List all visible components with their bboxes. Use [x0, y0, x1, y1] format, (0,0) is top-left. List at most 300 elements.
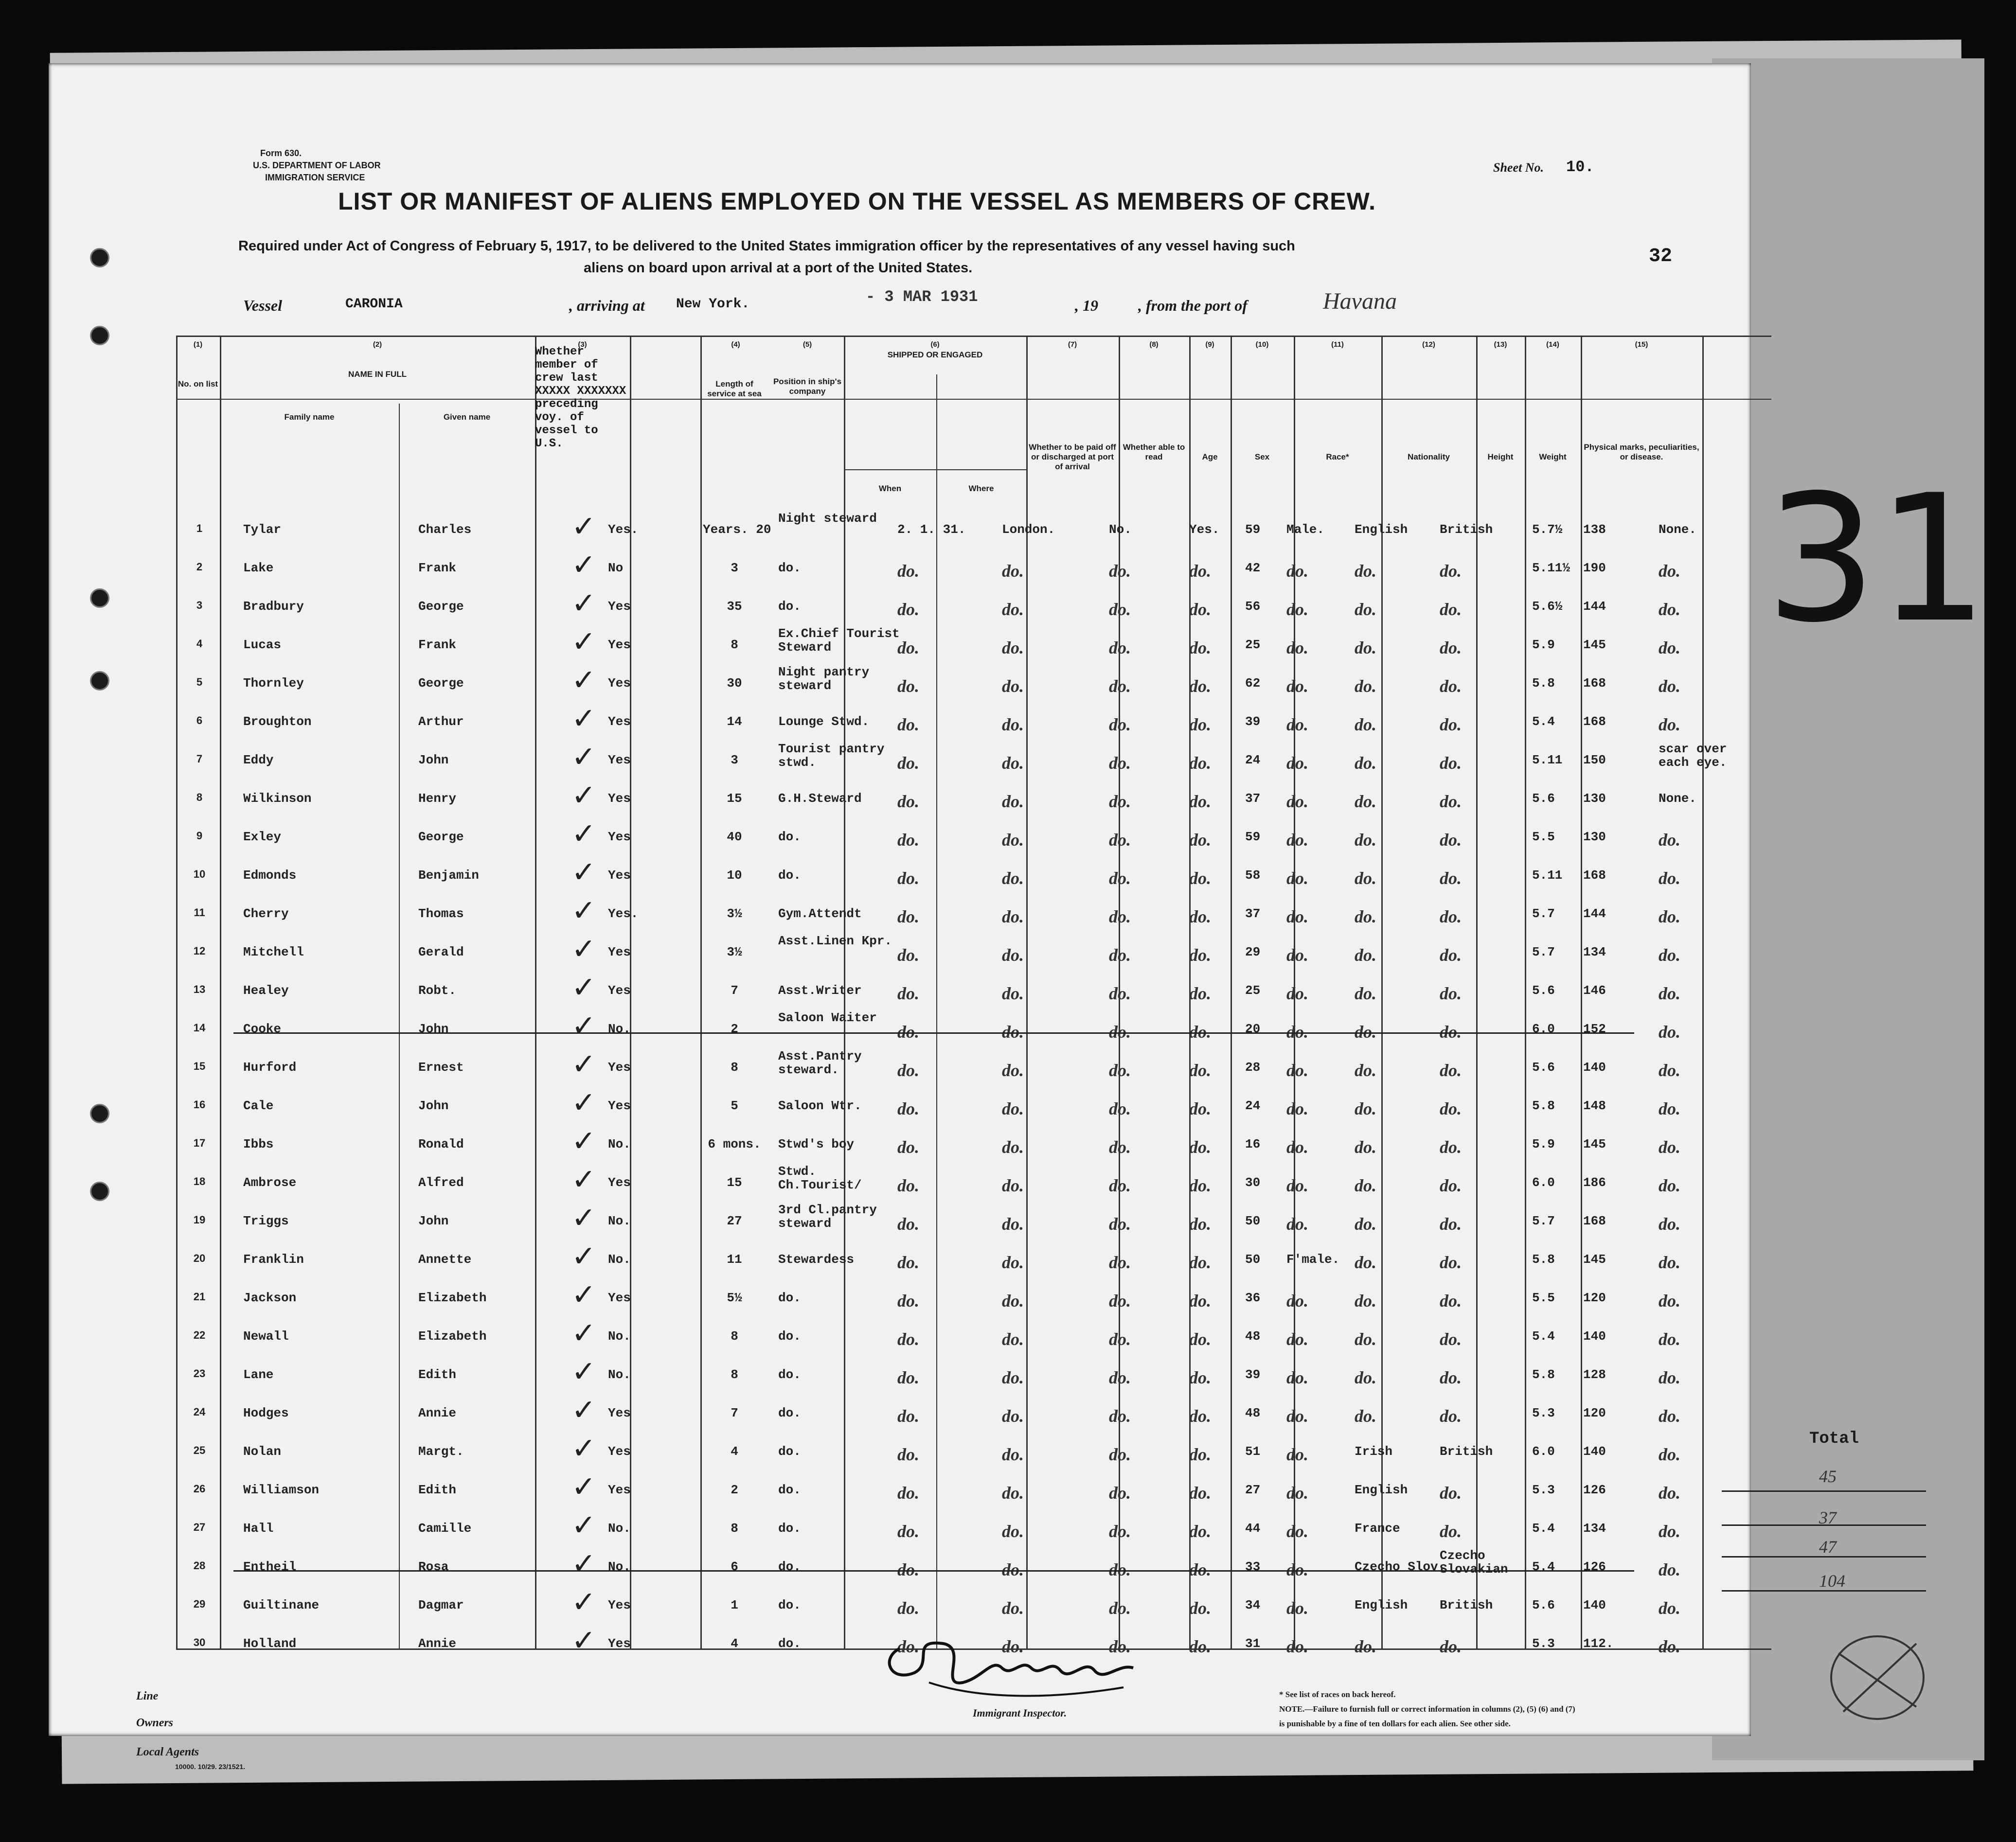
checkmark-icon: ✓: [571, 1316, 596, 1350]
header-race: Race*: [1326, 452, 1349, 461]
checkmark-icon: ✓: [571, 1624, 596, 1658]
physical-marks-cell: do.: [1659, 1637, 1680, 1656]
print-code: 10000. 10/29. 23/1521.: [175, 1763, 246, 1771]
able-read-cell: do.: [1189, 830, 1211, 850]
race-cell: do.: [1355, 830, 1376, 850]
crew-last-cell: No.: [608, 1252, 631, 1267]
shipped-when-cell: do.: [897, 1176, 919, 1195]
height-cell: 5.7: [1532, 945, 1555, 959]
position-cell: Stewardess: [778, 1252, 855, 1267]
line-label: Line: [136, 1690, 159, 1702]
paid-off-cell: do.: [1109, 715, 1131, 734]
column-number: (1): [193, 340, 203, 349]
given-name-cell: John: [418, 1022, 449, 1036]
position-cell: G.H.Steward: [778, 791, 862, 806]
family-name-cell: Edmonds: [243, 868, 297, 883]
nationality-cell: do.: [1440, 1214, 1462, 1234]
paid-off-cell: do.: [1109, 1214, 1131, 1234]
family-name-cell: Hall: [243, 1521, 274, 1536]
position-cell: do.: [778, 830, 801, 844]
family-name-cell: Thornley: [243, 676, 304, 691]
nationality-cell: British: [1440, 1598, 1493, 1612]
physical-marks-cell: do.: [1659, 1022, 1680, 1042]
physical-marks-cell: do.: [1659, 1214, 1680, 1234]
shipped-when-cell: do.: [897, 830, 919, 850]
arriving-port: New York.: [676, 297, 750, 312]
sex-cell: do.: [1286, 1137, 1308, 1157]
checkmark-icon: ✓: [571, 1086, 596, 1120]
shipped-where-cell: do.: [1002, 868, 1024, 888]
shipped-sub-rule: [844, 469, 1026, 470]
paid-off-cell: do.: [1109, 830, 1131, 850]
table-row: [49, 1508, 1800, 1558]
race-cell: do.: [1355, 600, 1376, 619]
shipped-when-cell: do.: [897, 1099, 919, 1118]
position-cell: Night pantry steward: [778, 665, 870, 693]
crew-last-cell: Yes: [608, 1483, 631, 1497]
age-cell: 29: [1245, 945, 1261, 959]
owners-label: Owners: [136, 1717, 174, 1729]
weight-cell: 145: [1583, 1137, 1606, 1151]
weight-cell: 140: [1583, 1329, 1606, 1344]
race-cell: France: [1355, 1521, 1400, 1536]
no-cell: 23: [193, 1367, 206, 1380]
physical-marks-cell: do.: [1659, 600, 1680, 619]
crew-last-cell: No.: [608, 1367, 631, 1382]
physical-marks-cell: do.: [1659, 676, 1680, 696]
header-height: Height: [1487, 452, 1514, 461]
shipped-where-cell: do.: [1002, 1061, 1024, 1080]
paid-off-cell: do.: [1109, 1061, 1131, 1080]
able-read-cell: do.: [1189, 1253, 1211, 1272]
height-cell: 5.7: [1532, 1214, 1555, 1228]
physical-marks-cell: None.: [1659, 522, 1697, 537]
no-cell: 12: [193, 945, 206, 957]
sex-cell: do.: [1286, 753, 1308, 773]
weight-cell: 145: [1583, 1252, 1606, 1267]
no-cell: 13: [193, 983, 206, 995]
no-cell: 10: [193, 868, 206, 880]
position-cell: do.: [778, 561, 801, 575]
checkmark-icon: ✓: [571, 1278, 596, 1312]
crew-last-cell: Yes: [608, 1598, 631, 1612]
crew-last-cell: No: [608, 561, 624, 575]
family-name-cell: Lake: [243, 561, 274, 575]
table-row: [49, 779, 1800, 828]
given-name-cell: Benjamin: [418, 868, 479, 883]
sex-cell: do.: [1286, 868, 1308, 888]
age-cell: 44: [1245, 1521, 1261, 1536]
length-service-cell: 8: [731, 638, 738, 652]
race-cell: do.: [1355, 753, 1376, 773]
nationality-cell: do.: [1440, 907, 1462, 926]
table-row: [49, 1086, 1800, 1135]
position-cell: Lounge Stwd.: [778, 714, 870, 729]
physical-marks-cell: do.: [1659, 715, 1680, 734]
crew-last-cell: Yes.: [608, 906, 639, 921]
given-name-cell: Gerald: [418, 945, 464, 959]
given-name-cell: Elizabeth: [418, 1329, 487, 1344]
family-name-cell: Eddy: [243, 753, 274, 767]
given-name-cell: Dagmar: [418, 1598, 464, 1612]
shipped-when-cell: do.: [897, 561, 919, 581]
nationality-cell: do.: [1440, 715, 1462, 734]
family-name-cell: Broughton: [243, 714, 312, 729]
checkmark-icon: ✓: [571, 932, 596, 966]
physical-marks-cell: do.: [1659, 638, 1680, 657]
no-cell: 29: [193, 1598, 206, 1610]
position-cell: do.: [778, 1521, 801, 1536]
table-row: [49, 971, 1800, 1020]
header-paid-off: Whether to be paid off or discharged at port of arrival: [1029, 443, 1116, 471]
note-failure: NOTE.—Failure to furnish full or correct information in columns (2), (5) (6) and (7): [1279, 1704, 1575, 1714]
age-cell: 24: [1245, 753, 1261, 767]
race-cell: do.: [1355, 1253, 1376, 1272]
paid-off-cell: do.: [1109, 1022, 1131, 1042]
checkmark-icon: ✓: [571, 1470, 596, 1504]
checkmark-icon: ✓: [571, 779, 596, 813]
column-number: (8): [1149, 340, 1159, 349]
nationality-cell: do.: [1440, 1022, 1462, 1042]
no-cell: 24: [193, 1406, 206, 1418]
table-row: [49, 932, 1800, 982]
physical-marks-cell: do.: [1659, 561, 1680, 581]
nationality-cell: British: [1440, 522, 1493, 537]
checkmark-icon: ✓: [571, 1355, 596, 1389]
no-cell: 11: [194, 906, 205, 919]
physical-marks-cell: do.: [1659, 1061, 1680, 1080]
family-name-cell: Healey: [243, 983, 289, 998]
shipped-when-cell: do.: [897, 984, 919, 1003]
length-service-cell: 30: [727, 676, 742, 691]
sex-cell: do.: [1286, 715, 1308, 734]
family-name-cell: Bradbury: [243, 599, 304, 614]
header-position: Position in ship's company: [773, 377, 842, 396]
able-read-cell: do.: [1189, 984, 1211, 1003]
paid-off-cell: do.: [1109, 1406, 1131, 1426]
position-cell: Gym.Attendt: [778, 906, 862, 921]
able-read-cell: do.: [1189, 1137, 1211, 1157]
physical-marks-cell: do.: [1659, 1483, 1680, 1503]
page-title: LIST OR MANIFEST OF ALIENS EMPLOYED ON THE VESSEL AS MEMBERS OF CREW.: [338, 188, 1376, 215]
race-cell: do.: [1355, 1061, 1376, 1080]
weight-cell: 168: [1583, 676, 1606, 691]
height-cell: 5.3: [1532, 1636, 1555, 1651]
shipped-where-cell: do.: [1002, 638, 1024, 657]
nationality-cell: do.: [1440, 984, 1462, 1003]
weight-cell: 144: [1583, 906, 1606, 921]
family-name-cell: Lane: [243, 1367, 274, 1382]
position-cell: Night steward: [778, 511, 877, 526]
sex-cell: do.: [1286, 1214, 1308, 1234]
family-name-cell: Triggs: [243, 1214, 289, 1228]
shipped-where-cell: do.: [1002, 1560, 1024, 1579]
page-number: 32: [1649, 246, 1673, 267]
punch-hole-icon: [90, 326, 109, 345]
height-cell: 5.9: [1532, 1137, 1555, 1151]
no-cell: 6: [196, 714, 203, 726]
header-physical: Physical marks, peculiarities, or disease.: [1584, 443, 1699, 461]
checkmark-icon: ✓: [571, 1240, 596, 1274]
no-cell: 1: [196, 522, 203, 534]
family-name-cell: Mitchell: [243, 945, 304, 959]
height-cell: 5.9: [1532, 638, 1555, 652]
length-service-cell: 6: [731, 1559, 738, 1574]
header-no-on-list: No. on list: [178, 379, 218, 389]
header-weight: Weight: [1539, 452, 1567, 461]
paid-off-cell: do.: [1109, 1598, 1131, 1618]
length-service-cell: 15: [727, 1175, 742, 1190]
family-name-cell: Nolan: [243, 1444, 282, 1459]
length-service-cell: 27: [727, 1214, 742, 1228]
height-cell: 5.3: [1532, 1406, 1555, 1420]
race-cell: do.: [1355, 676, 1376, 696]
family-name-cell: Entheil: [243, 1559, 297, 1574]
race-cell: do.: [1355, 984, 1376, 1003]
family-name-cell: Lucas: [243, 638, 282, 652]
age-cell: 59: [1245, 830, 1261, 844]
paid-off-cell: do.: [1109, 561, 1131, 581]
crew-last-cell: Yes: [608, 791, 631, 806]
shipped-where-cell: do.: [1002, 561, 1024, 581]
physical-marks-cell: do.: [1659, 1291, 1680, 1311]
vessel-name: CARONIA: [345, 297, 403, 312]
family-name-cell: Cooke: [243, 1022, 282, 1036]
age-cell: 16: [1245, 1137, 1261, 1151]
able-read-cell: do.: [1189, 1329, 1211, 1349]
able-read-cell: do.: [1189, 1445, 1211, 1464]
age-cell: 48: [1245, 1329, 1261, 1344]
sex-cell: do.: [1286, 1406, 1308, 1426]
shipped-when-cell: do.: [897, 715, 919, 734]
sex-cell: do.: [1286, 1099, 1308, 1118]
race-cell: do.: [1355, 1022, 1376, 1042]
header-shipped: SHIPPED OR ENGAGED: [887, 350, 983, 359]
no-cell: 20: [193, 1252, 206, 1264]
shipped-where-cell: do.: [1002, 984, 1024, 1003]
physical-marks-cell: do.: [1659, 945, 1680, 965]
race-cell: do.: [1355, 1099, 1376, 1118]
height-cell: 5.5: [1532, 830, 1555, 844]
sex-cell: do.: [1286, 984, 1308, 1003]
able-read-cell: do.: [1189, 792, 1211, 811]
race-cell: do.: [1355, 1406, 1376, 1426]
race-cell: do.: [1355, 792, 1376, 811]
race-cell: do.: [1355, 1368, 1376, 1387]
physical-marks-cell: do.: [1659, 830, 1680, 850]
shipped-when-cell: do.: [897, 676, 919, 696]
family-name-cell: Hodges: [243, 1406, 289, 1420]
physical-marks-cell: do.: [1659, 1329, 1680, 1349]
height-cell: 6.0: [1532, 1444, 1555, 1459]
column-number: (7): [1068, 340, 1077, 349]
no-cell: 27: [193, 1521, 206, 1533]
height-cell: 5.7: [1532, 906, 1555, 921]
weight-cell: 150: [1583, 753, 1606, 767]
sheet-label: Sheet No.: [1493, 160, 1544, 175]
table-row: [49, 1393, 1800, 1443]
checkmark-icon: ✓: [571, 702, 596, 736]
given-name-cell: Frank: [418, 638, 457, 652]
position-cell: do.: [778, 1329, 801, 1344]
age-cell: 25: [1245, 983, 1261, 998]
shipped-when-cell: do.: [897, 753, 919, 773]
sex-cell: do.: [1286, 1445, 1308, 1464]
shipped-when-cell: do.: [897, 1253, 919, 1272]
header-where: Where: [968, 484, 994, 493]
paid-off-cell: do.: [1109, 753, 1131, 773]
margin-tally-value: 45: [1819, 1467, 1837, 1486]
weight-cell: 120: [1583, 1291, 1606, 1305]
from-port: Havana: [1323, 288, 1397, 314]
given-name-cell: John: [418, 1098, 449, 1113]
family-name-cell: Hurford: [243, 1060, 297, 1075]
column-number: (10): [1255, 340, 1269, 349]
physical-marks-cell: None.: [1659, 791, 1697, 806]
tally-rule: [1722, 1590, 1926, 1592]
family-name-cell: Holland: [243, 1636, 297, 1651]
strike-through-line: [233, 1032, 1634, 1034]
no-cell: 15: [193, 1060, 206, 1072]
family-name-cell: Exley: [243, 830, 282, 844]
weight-cell: 140: [1583, 1060, 1606, 1075]
paid-off-cell: do.: [1109, 638, 1131, 657]
position-cell: Asst.Linen Kpr.: [778, 934, 892, 948]
no-cell: 18: [193, 1175, 206, 1187]
shipped-when-cell: do.: [897, 907, 919, 926]
age-cell: 59: [1245, 522, 1261, 537]
physical-marks-cell: do.: [1659, 1598, 1680, 1618]
crew-last-cell: Yes: [608, 868, 631, 883]
paid-off-cell: do.: [1109, 1176, 1131, 1195]
shipped-where-cell: do.: [1002, 1445, 1024, 1464]
weight-cell: 144: [1583, 599, 1606, 614]
table-row: [49, 1355, 1800, 1404]
shipped-where-cell: do.: [1002, 945, 1024, 965]
table-top-rule: [176, 336, 1771, 337]
arriving-label: , arriving at: [569, 297, 645, 314]
position-cell: Tourist pantry stwd.: [778, 742, 885, 770]
position-cell: do.: [778, 1444, 801, 1459]
crew-last-cell: Yes: [608, 1060, 631, 1075]
position-cell: Saloon Wtr.: [778, 1098, 862, 1113]
age-cell: 27: [1245, 1483, 1261, 1497]
able-read-cell: do.: [1189, 1022, 1211, 1042]
column-number: (5): [803, 340, 812, 349]
checkmark-icon: ✓: [571, 1201, 596, 1235]
weight-cell: 168: [1583, 1214, 1606, 1228]
nationality-cell: do.: [1440, 1253, 1462, 1272]
table-row: [49, 740, 1800, 790]
weight-cell: 152: [1583, 1022, 1606, 1036]
nationality-cell: do.: [1440, 1137, 1462, 1157]
weight-cell: 145: [1583, 638, 1606, 652]
family-name-cell: Ibbs: [243, 1137, 274, 1151]
shipped-when-cell: do.: [897, 1368, 919, 1387]
nationality-cell: do.: [1440, 1406, 1462, 1426]
checkmark-icon: ✓: [571, 663, 596, 697]
able-read-cell: do.: [1189, 1176, 1211, 1195]
able-read-cell: do.: [1189, 1637, 1211, 1656]
checkmark-icon: ✓: [571, 1432, 596, 1466]
shipped-when-cell: do.: [897, 1598, 919, 1618]
sex-cell: do.: [1286, 792, 1308, 811]
given-name-cell: Ernest: [418, 1060, 464, 1075]
age-cell: 31: [1245, 1636, 1261, 1651]
no-cell: 5: [196, 676, 203, 688]
margin-tally-value: 47: [1819, 1537, 1837, 1557]
height-cell: 5.4: [1532, 1521, 1555, 1536]
age-cell: 37: [1245, 906, 1261, 921]
shipped-when-cell: do.: [897, 1483, 919, 1503]
inspector-signature: [871, 1629, 1143, 1707]
age-cell: 34: [1245, 1598, 1261, 1612]
shipped-where-cell: do.: [1002, 1329, 1024, 1349]
column-number: (15): [1635, 340, 1648, 349]
height-cell: 5.4: [1532, 1329, 1555, 1344]
paid-off-cell: No.: [1109, 522, 1132, 537]
header-when: When: [878, 484, 902, 493]
subtitle-line-1: Required under Act of Congress of February 5, 1917, to be delivered to the United States immigration officer by the representatives of any vessel having such: [238, 238, 1295, 254]
length-service-cell: 6 mons.: [708, 1137, 761, 1151]
position-cell: do.: [778, 1559, 801, 1574]
paid-off-cell: do.: [1109, 1483, 1131, 1503]
family-name-cell: Wilkinson: [243, 791, 312, 806]
table-row: [49, 1163, 1800, 1212]
header-age: Age: [1202, 452, 1218, 461]
length-service-cell: 8: [731, 1329, 738, 1344]
able-read-cell: Yes.: [1189, 522, 1220, 537]
shipped-when-cell: do.: [897, 1637, 919, 1656]
able-read-cell: do.: [1189, 1522, 1211, 1541]
tally-rule: [1722, 1490, 1926, 1492]
physical-marks-cell: do.: [1659, 868, 1680, 888]
manifest-sheet: [49, 63, 1989, 1771]
sex-cell: do.: [1286, 1022, 1308, 1042]
nationality-cell: do.: [1440, 868, 1462, 888]
tally-rule: [1722, 1556, 1926, 1558]
race-cell: do.: [1355, 907, 1376, 926]
crew-last-cell: No.: [608, 1329, 631, 1344]
position-cell: Stwd. Ch.Tourist/: [778, 1164, 862, 1192]
nationality-cell: do.: [1440, 561, 1462, 581]
margin-tally-value: 37: [1819, 1508, 1837, 1527]
age-cell: 50: [1245, 1214, 1261, 1228]
sex-cell: do.: [1286, 1291, 1308, 1311]
position-cell: do.: [778, 868, 801, 883]
weight-cell: 190: [1583, 561, 1606, 575]
weight-cell: 140: [1583, 1444, 1606, 1459]
able-read-cell: do.: [1189, 1099, 1211, 1118]
able-read-cell: do.: [1189, 561, 1211, 581]
race-cell: English: [1355, 522, 1408, 537]
age-cell: 56: [1245, 599, 1261, 614]
crew-last-cell: No.: [608, 1137, 631, 1151]
paid-off-cell: do.: [1109, 1637, 1131, 1656]
weight-cell: 130: [1583, 830, 1606, 844]
shipped-where-cell: do.: [1002, 1291, 1024, 1311]
header-able-read: Whether able to read: [1123, 443, 1185, 461]
table-row: [49, 1547, 1800, 1596]
given-name-cell: Edith: [418, 1367, 457, 1382]
position-cell: do.: [778, 1598, 801, 1612]
column-number: (6): [930, 340, 940, 349]
age-cell: 33: [1245, 1559, 1261, 1574]
able-read-cell: do.: [1189, 868, 1211, 888]
given-name-cell: Ronald: [418, 1137, 464, 1151]
height-cell: 5.5: [1532, 1291, 1555, 1305]
strike-through-line: [233, 1570, 1634, 1572]
